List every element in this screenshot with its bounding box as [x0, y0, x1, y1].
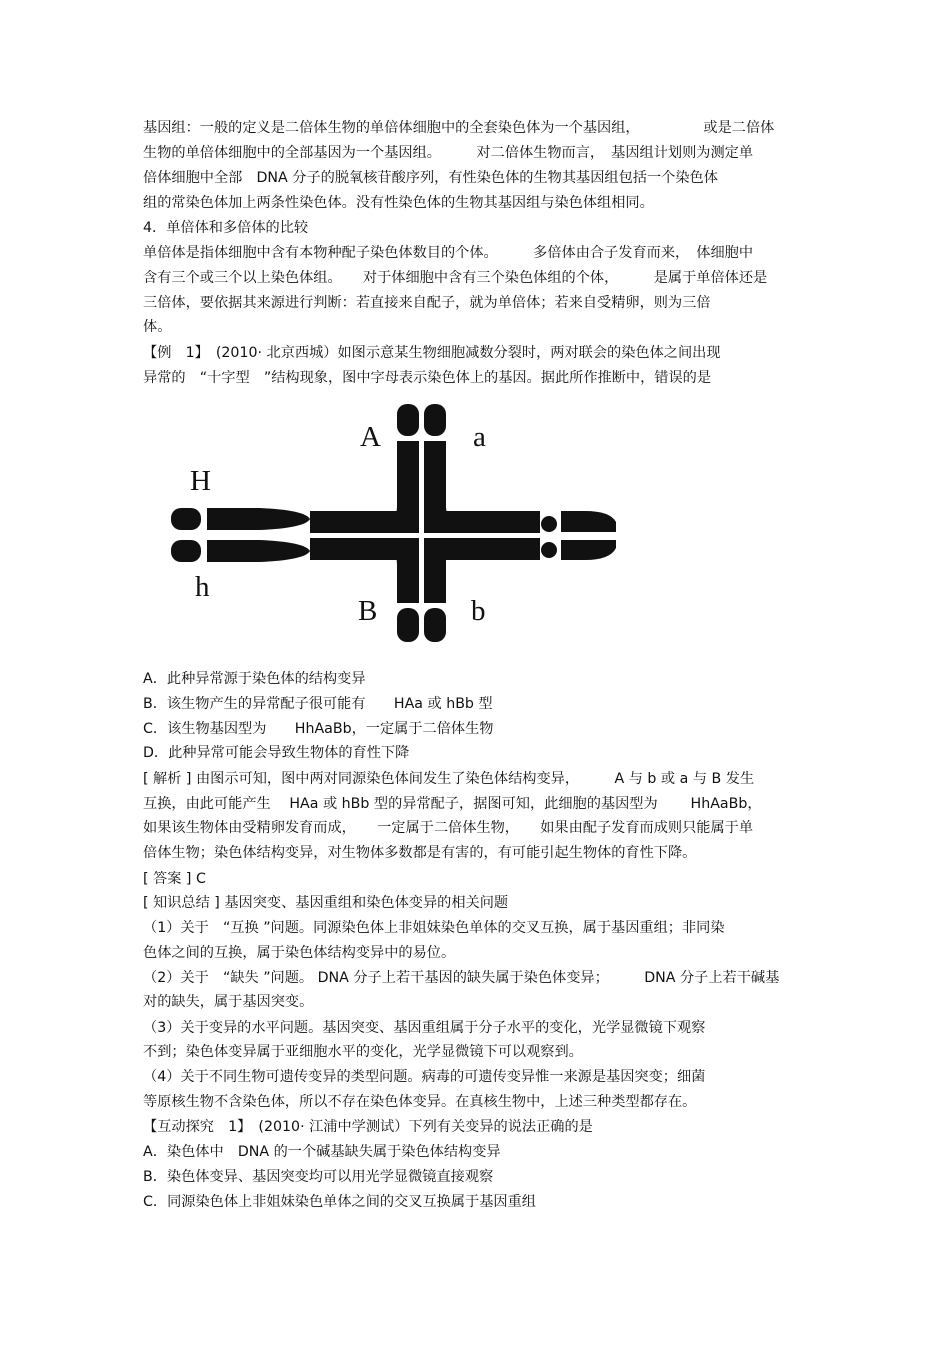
- chromatid-top-right-tip: [424, 404, 446, 436]
- analysis-line: 如果该生物体由受精卵发育而成， 一定属于二倍体生物， 如果由配子发育而成则只能属于单: [143, 820, 754, 836]
- text-line: 单倍体是指体细胞中含有本物种配子染色体数目的个体。 多倍体由合子发育而来， 体细胞中: [143, 245, 754, 261]
- option-b: B．该生物产生的异常配子很可能有 HAa 或 hBb 型: [143, 696, 493, 712]
- chromosome-shapes: [171, 404, 616, 642]
- summary-line: 色体之间的互换，属于染色体结构变异中的易位。: [143, 945, 456, 961]
- chromatid-bottom-right-tip: [424, 608, 446, 642]
- answer-line: [ 答案 ] C: [143, 871, 206, 887]
- chromatid-left-lower-tip: [171, 540, 201, 562]
- gene-label-b: b: [471, 595, 486, 627]
- chromatid-top-left-arm: [397, 441, 419, 511]
- chromatid-left-upper-arm: [207, 508, 310, 530]
- text-line: 倍体细胞中全部 DNA 分子的脱氧核苷酸序列，有性染色体的生物其基因组包括一个染色体: [143, 170, 718, 186]
- option-c: C．该生物基因型为 HhAaBb，一定属于二倍体生物: [143, 721, 494, 737]
- chromatid-left-lower-arm: [207, 540, 310, 562]
- chromatid-top-left-tip: [397, 404, 419, 436]
- gene-label-H: H: [190, 465, 211, 497]
- chromatid-top-right-arm: [424, 441, 446, 511]
- exercise-option-b: B．染色体变异、基因突变均可以用光学显微镜直接观察: [143, 1169, 494, 1185]
- bottom-band: [397, 603, 446, 608]
- exercise-option-a: A．染色体中 DNA 的一个碱基缺失属于染色体结构变异: [143, 1144, 501, 1160]
- chromosome-diagram: [165, 398, 625, 646]
- chromatid-right-lower-end: [561, 540, 616, 560]
- chromatid-left-upper-tip: [171, 508, 201, 530]
- summary-line: 不到；染色体变异属于亚细胞水平的变化，光学显微镜下可以观察到。: [143, 1044, 583, 1060]
- junction-lower-right: [446, 545, 540, 560]
- centromere-right-upper: [541, 516, 557, 532]
- summary-line: （3）关于变异的水平问题。基因突变、基因重组属于分子水平的变化，光学显微镜下观察: [143, 1020, 706, 1036]
- text-line: 含有三个或三个以上染色体组。 对于体细胞中含有三个染色体组的个体， 是属于单倍体还是: [143, 270, 768, 286]
- left-band: [201, 506, 207, 564]
- text-line: 体。: [143, 319, 172, 335]
- exercise-title: 【互动探究 1】 (2010· 江浦中学测试）下列有关变异的说法正确的是: [143, 1119, 593, 1135]
- text-line: 异常的 “十字型 ”结构现象，图中字母表示染色体上的基因。据此所作推断中，错误的是: [143, 370, 712, 386]
- analysis-line: 倍体生物；染色体结构变异，对生物体多数都是有害的，有可能引起生物体的育性下降。: [143, 845, 697, 861]
- summary-line: （1）关于 “互换 ”问题。同源染色体上非姐妹染色单体的交叉互换，属于基因重组；非同染: [143, 920, 725, 936]
- gene-label-B: B: [358, 595, 378, 627]
- section-heading: 4．单倍体和多倍体的比较: [143, 220, 309, 236]
- text-line: 组的常染色体加上两条性染色体。没有性染色体的生物其基因组与染色体组相同。: [143, 195, 654, 211]
- analysis-line: [ 解析 ] 由图示可知，图中两对同源染色体间发生了染色体结构变异， A 与 b 或 a 与 B 发生: [143, 771, 755, 787]
- example-title: 【例 1】 (2010· 北京西城）如图示意某生物细胞减数分裂时，两对联会的染色体之间出现: [143, 345, 721, 361]
- summary-line: 等原核生物不含染色体，所以不存在染色体变异。在真核生物中，上述三种类型都存在。: [143, 1094, 697, 1110]
- gene-label-a: a: [473, 421, 486, 453]
- horizontal-split-line: [310, 533, 550, 538]
- summary-line: （4）关于不同生物可遗传变异的类型问题。病毒的可遗传变异惟一来源是基因突变；细菌: [143, 1069, 706, 1085]
- top-band: [397, 436, 446, 441]
- text-line: 三倍体，要依据其来源进行判断：若直接来自配子，就为单倍体；若来自受精卵，则为三倍: [143, 295, 711, 311]
- junction-upper-left: [310, 506, 397, 526]
- exercise-option-c: C．同源染色体上非姐妹染色单体之间的交叉互换属于基因重组: [143, 1194, 536, 1210]
- analysis-line: 互换，由此可能产生 HAa 或 hBb 型的异常配子，据图可知，此细胞的基因型为 HhAaBb，: [143, 796, 762, 812]
- chromosome-cross-figure: [165, 398, 625, 646]
- summary-line: 对的缺失，属于基因突变。: [143, 994, 314, 1010]
- gene-label-A: A: [360, 421, 381, 453]
- text-line: 基因组：一般的定义是二倍体生物的单倍体细胞中的全套染色体为一个基因组， 或是二倍体: [143, 120, 775, 136]
- junction-lower-left: [310, 545, 397, 565]
- centromere-right-lower: [541, 542, 557, 558]
- option-a: A．此种异常源于染色体的结构变异: [143, 671, 366, 687]
- summary-line: （2）关于 “缺失 ”问题。 DNA 分子上若干基因的缺失属于染色体变异； DNA 分子上若干碱基: [143, 970, 780, 986]
- chromatid-bottom-left-tip: [397, 608, 419, 642]
- text-line: 生物的单倍体细胞中的全部基因为一个基因组。 对二倍体生物而言， 基因组计划则为测定单: [143, 145, 754, 161]
- option-d: D．此种异常可能会导致生物体的育性下降: [143, 745, 410, 761]
- summary-title: [ 知识总结 ] 基因突变、基因重组和染色体变异的相关问题: [143, 895, 509, 911]
- junction-upper-right: [446, 506, 540, 526]
- chromatid-right-upper-end: [561, 511, 616, 532]
- gene-label-h: h: [195, 571, 210, 603]
